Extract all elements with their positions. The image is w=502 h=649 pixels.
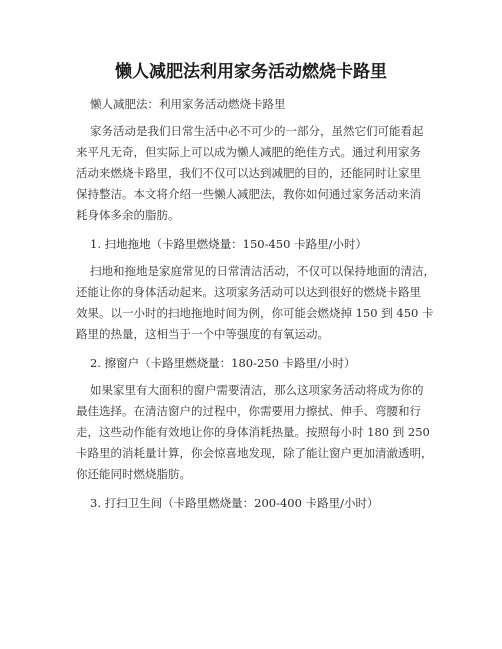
section-line: 走，这些动作能有效地让你的身体消耗热量。按照每小时 180 到 250 bbox=[76, 425, 430, 439]
section-heading: 3. 打扫卫生间（卡路里燃烧量：200-400 卡路里/小时） bbox=[90, 496, 379, 510]
section-line: 最佳选择。在清洁窗户的过程中，你需要用力擦拭、伸手、弯腰和行 bbox=[76, 404, 421, 418]
intro-line: 耗身体多余的脂肪。 bbox=[76, 208, 180, 222]
section-heading: 2. 擦窗户（卡路里燃烧量：180-250 卡路里/小时） bbox=[90, 356, 356, 370]
intro-line: 保持整洁。本文将介绍一些懒人减肥法，教你如何通过家务活动来消 bbox=[76, 187, 421, 201]
section-line: 效果。以一小时的扫地拖地时间为例，你可能会燃烧掉 150 到 450 卡 bbox=[76, 306, 434, 320]
section-line: 卡路里的消耗量计算，你会惊喜地发现，除了能让窗户更加清澈透明， bbox=[76, 446, 433, 460]
document-subtitle: 懒人减肥法：利用家务活动燃烧卡路里 bbox=[90, 97, 286, 111]
section-line: 还能让你的身体活动起来。这项家务活动可以达到很好的燃烧卡路里 bbox=[76, 285, 421, 299]
intro-line: 来平凡无奇，但实际上可以成为懒人减肥的绝佳方式。通过利用家务 bbox=[76, 145, 421, 159]
intro-line: 家务活动是我们日常生活中必不可少的一部分，虽然它们可能看起 bbox=[90, 124, 424, 138]
document-title: 懒人减肥法利用家务活动燃烧卡路里 bbox=[115, 62, 387, 82]
intro-line: 活动来燃烧卡路里，我们不仅可以达到减肥的目的，还能同时让家里 bbox=[76, 166, 421, 180]
section-line: 扫地和拖地是家庭常见的日常清洁活动，不仅可以保持地面的清洁， bbox=[90, 264, 435, 278]
section-line: 路里的热量，这相当于一个中等强度的有氧运动。 bbox=[76, 327, 329, 341]
section-line: 如果家里有大面积的窗户需要清洁，那么这项家务活动将成为你的 bbox=[90, 383, 424, 397]
section-heading: 1. 扫地拖地（卡路里燃烧量：150-450 卡路里/小时） bbox=[90, 237, 367, 251]
section-line: 你还能同时燃烧脂肪。 bbox=[76, 467, 191, 481]
